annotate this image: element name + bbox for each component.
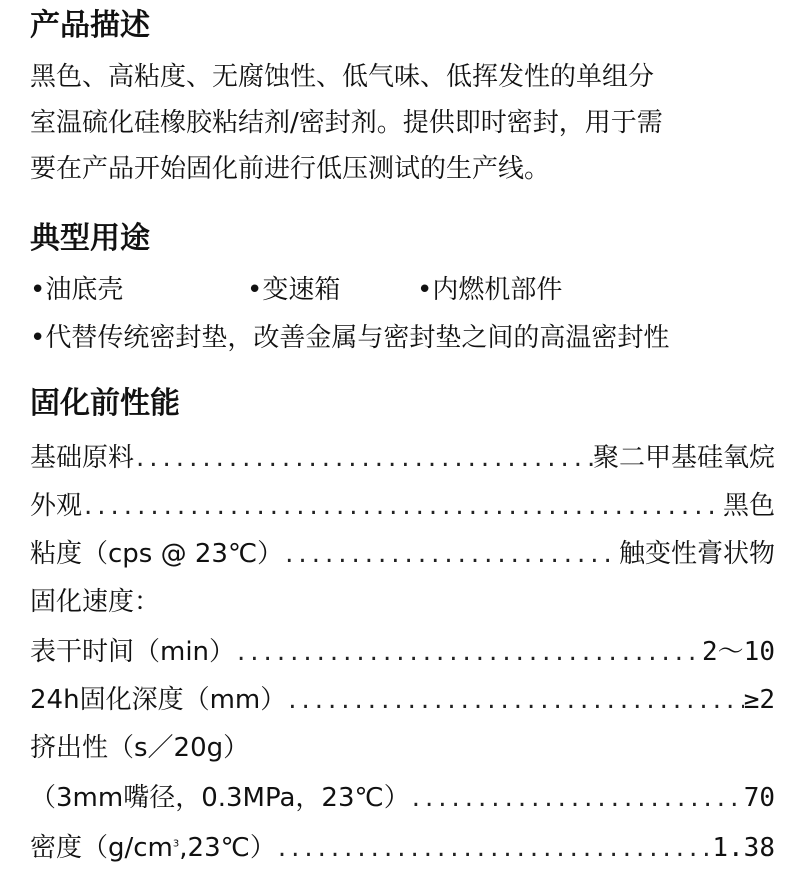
spec-row-cure-depth: [30, 680, 775, 720]
description-line-3: 要在产品开始固化前进行低压测试的生产线。: [30, 154, 551, 184]
spec-label: 24h固化深度（mm）: [30, 685, 287, 715]
spec-value: 1.38: [712, 833, 775, 863]
spec-row-base: [30, 438, 775, 478]
spec-value: 黑色: [722, 491, 775, 521]
description-heading: 产品描述: [30, 8, 150, 43]
spec-row-density: [30, 828, 775, 868]
spec-label: 挤出性（s／20g）: [30, 733, 250, 763]
spec-value: 2～10: [702, 637, 775, 667]
leader-dots: [276, 828, 713, 868]
spec-value: 聚二甲基硅氧烷: [592, 443, 775, 473]
leader-dots: [82, 486, 723, 526]
leader-dots: [286, 680, 743, 720]
spec-label: 固化速度：: [30, 587, 161, 617]
spec-row-cure-speed: [30, 582, 775, 622]
density-label-post: ,23℃）: [179, 833, 276, 863]
use-item-gasket-replacement: •代替传统密封垫，改善金属与密封垫之间的高温密封性: [30, 323, 670, 353]
spec-label: [30, 828, 276, 868]
use-item-oil-pan: •油底壳: [30, 275, 124, 305]
spec-label: 外观: [30, 491, 83, 521]
spec-value: ≥2: [743, 685, 775, 715]
spec-value: 70: [743, 783, 775, 813]
leader-dots: [410, 778, 744, 818]
use-item-gearbox: •变速箱: [247, 275, 341, 305]
density-label-pre: 密度（g/cm: [30, 833, 173, 863]
spec-value: 触变性膏状物: [618, 539, 775, 569]
spec-label: 基础原料: [30, 443, 135, 473]
spec-row-extrusion-condition: [30, 778, 775, 818]
spec-row-extrusion: [30, 728, 775, 768]
leader-dots: [283, 534, 619, 574]
spec-label: 粘度（cps @ 23℃）: [30, 539, 284, 569]
leader-dots: [134, 438, 593, 478]
leader-dots: [235, 632, 702, 672]
density-label-sup: 3: [172, 838, 180, 850]
spec-row-viscosity: [30, 534, 775, 574]
uses-heading: 典型用途: [30, 221, 150, 256]
description-line-2: 室温硫化硅橡胶粘结剂/密封剂。提供即时密封，用于需: [30, 108, 663, 138]
spec-label: （3mm嘴径，0.3MPa，23℃）: [30, 783, 410, 813]
use-item-engine-parts: •内燃机部件: [417, 275, 563, 305]
description-line-1: 黑色、高粘度、无腐蚀性、低气味、低挥发性的单组分: [30, 62, 655, 92]
spec-row-tack-free: [30, 632, 775, 672]
spec-label: 表干时间（min）: [30, 637, 236, 667]
properties-heading: 固化前性能: [30, 386, 180, 421]
spec-row-appearance: [30, 486, 775, 526]
